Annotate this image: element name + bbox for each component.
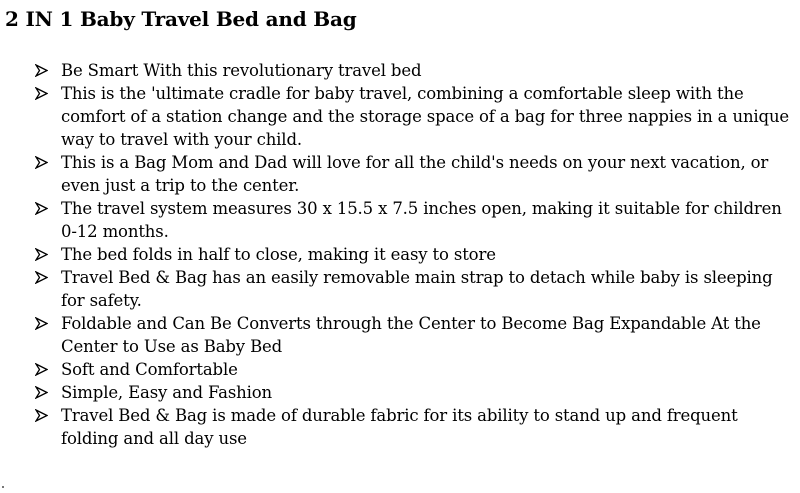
list-item [35,404,795,450]
arrowhead-bullet-icon [35,409,48,422]
arrowhead-bullet-icon [35,386,48,399]
list-item [35,243,795,266]
list-item-text: Be Smart With this revolutionary travel bed [61,61,422,80]
list-item [35,381,795,404]
arrowhead-bullet-icon [35,271,48,284]
list-item [35,82,795,151]
list-item-text: This is a Bag Mom and Dad will love for all the child's needs on your next vacation, or even just a trip to the center. [61,153,769,195]
list-item [35,312,795,358]
list-item [35,197,795,243]
arrowhead-bullet-icon [35,156,48,169]
list-item-text: This is the 'ultimate cradle for baby travel, combining a comfortable sleep with the comfort of a station change and the storage space of a bag for three nappies in a unique way to travel with your child. [61,84,790,149]
feature-list [35,59,795,450]
list-item-text: Soft and Comfortable [61,360,238,379]
document-title: 2 IN 1 Baby Travel Bed and Bag [5,7,357,31]
list-item-text: Travel Bed & Bag has an easily removable main strap to detach while baby is sleeping for safety. [61,268,773,310]
arrowhead-bullet-icon [35,64,48,77]
list-item [35,358,795,381]
scan-artifact-dot [2,486,4,488]
list-item-text: Foldable and Can Be Converts through the Center to Become Bag Expandable At the Center to Use as Baby Bed [61,314,761,356]
list-item-text: Simple, Easy and Fashion [61,383,273,402]
arrowhead-bullet-icon [35,363,48,376]
arrowhead-bullet-icon [35,317,48,330]
list-item [35,151,795,197]
list-item-text: The travel system measures 30 x 15.5 x 7.5 inches open, making it suitable for children 0-12 months. [61,199,782,241]
list-item-text: The bed folds in half to close, making it easy to store [61,245,496,264]
arrowhead-bullet-icon [35,202,48,215]
arrowhead-bullet-icon [35,248,48,261]
list-item [35,59,795,82]
list-item-text: Travel Bed & Bag is made of durable fabric for its ability to stand up and frequent folding and all day use [61,406,738,448]
list-item [35,266,795,312]
arrowhead-bullet-icon [35,87,48,100]
